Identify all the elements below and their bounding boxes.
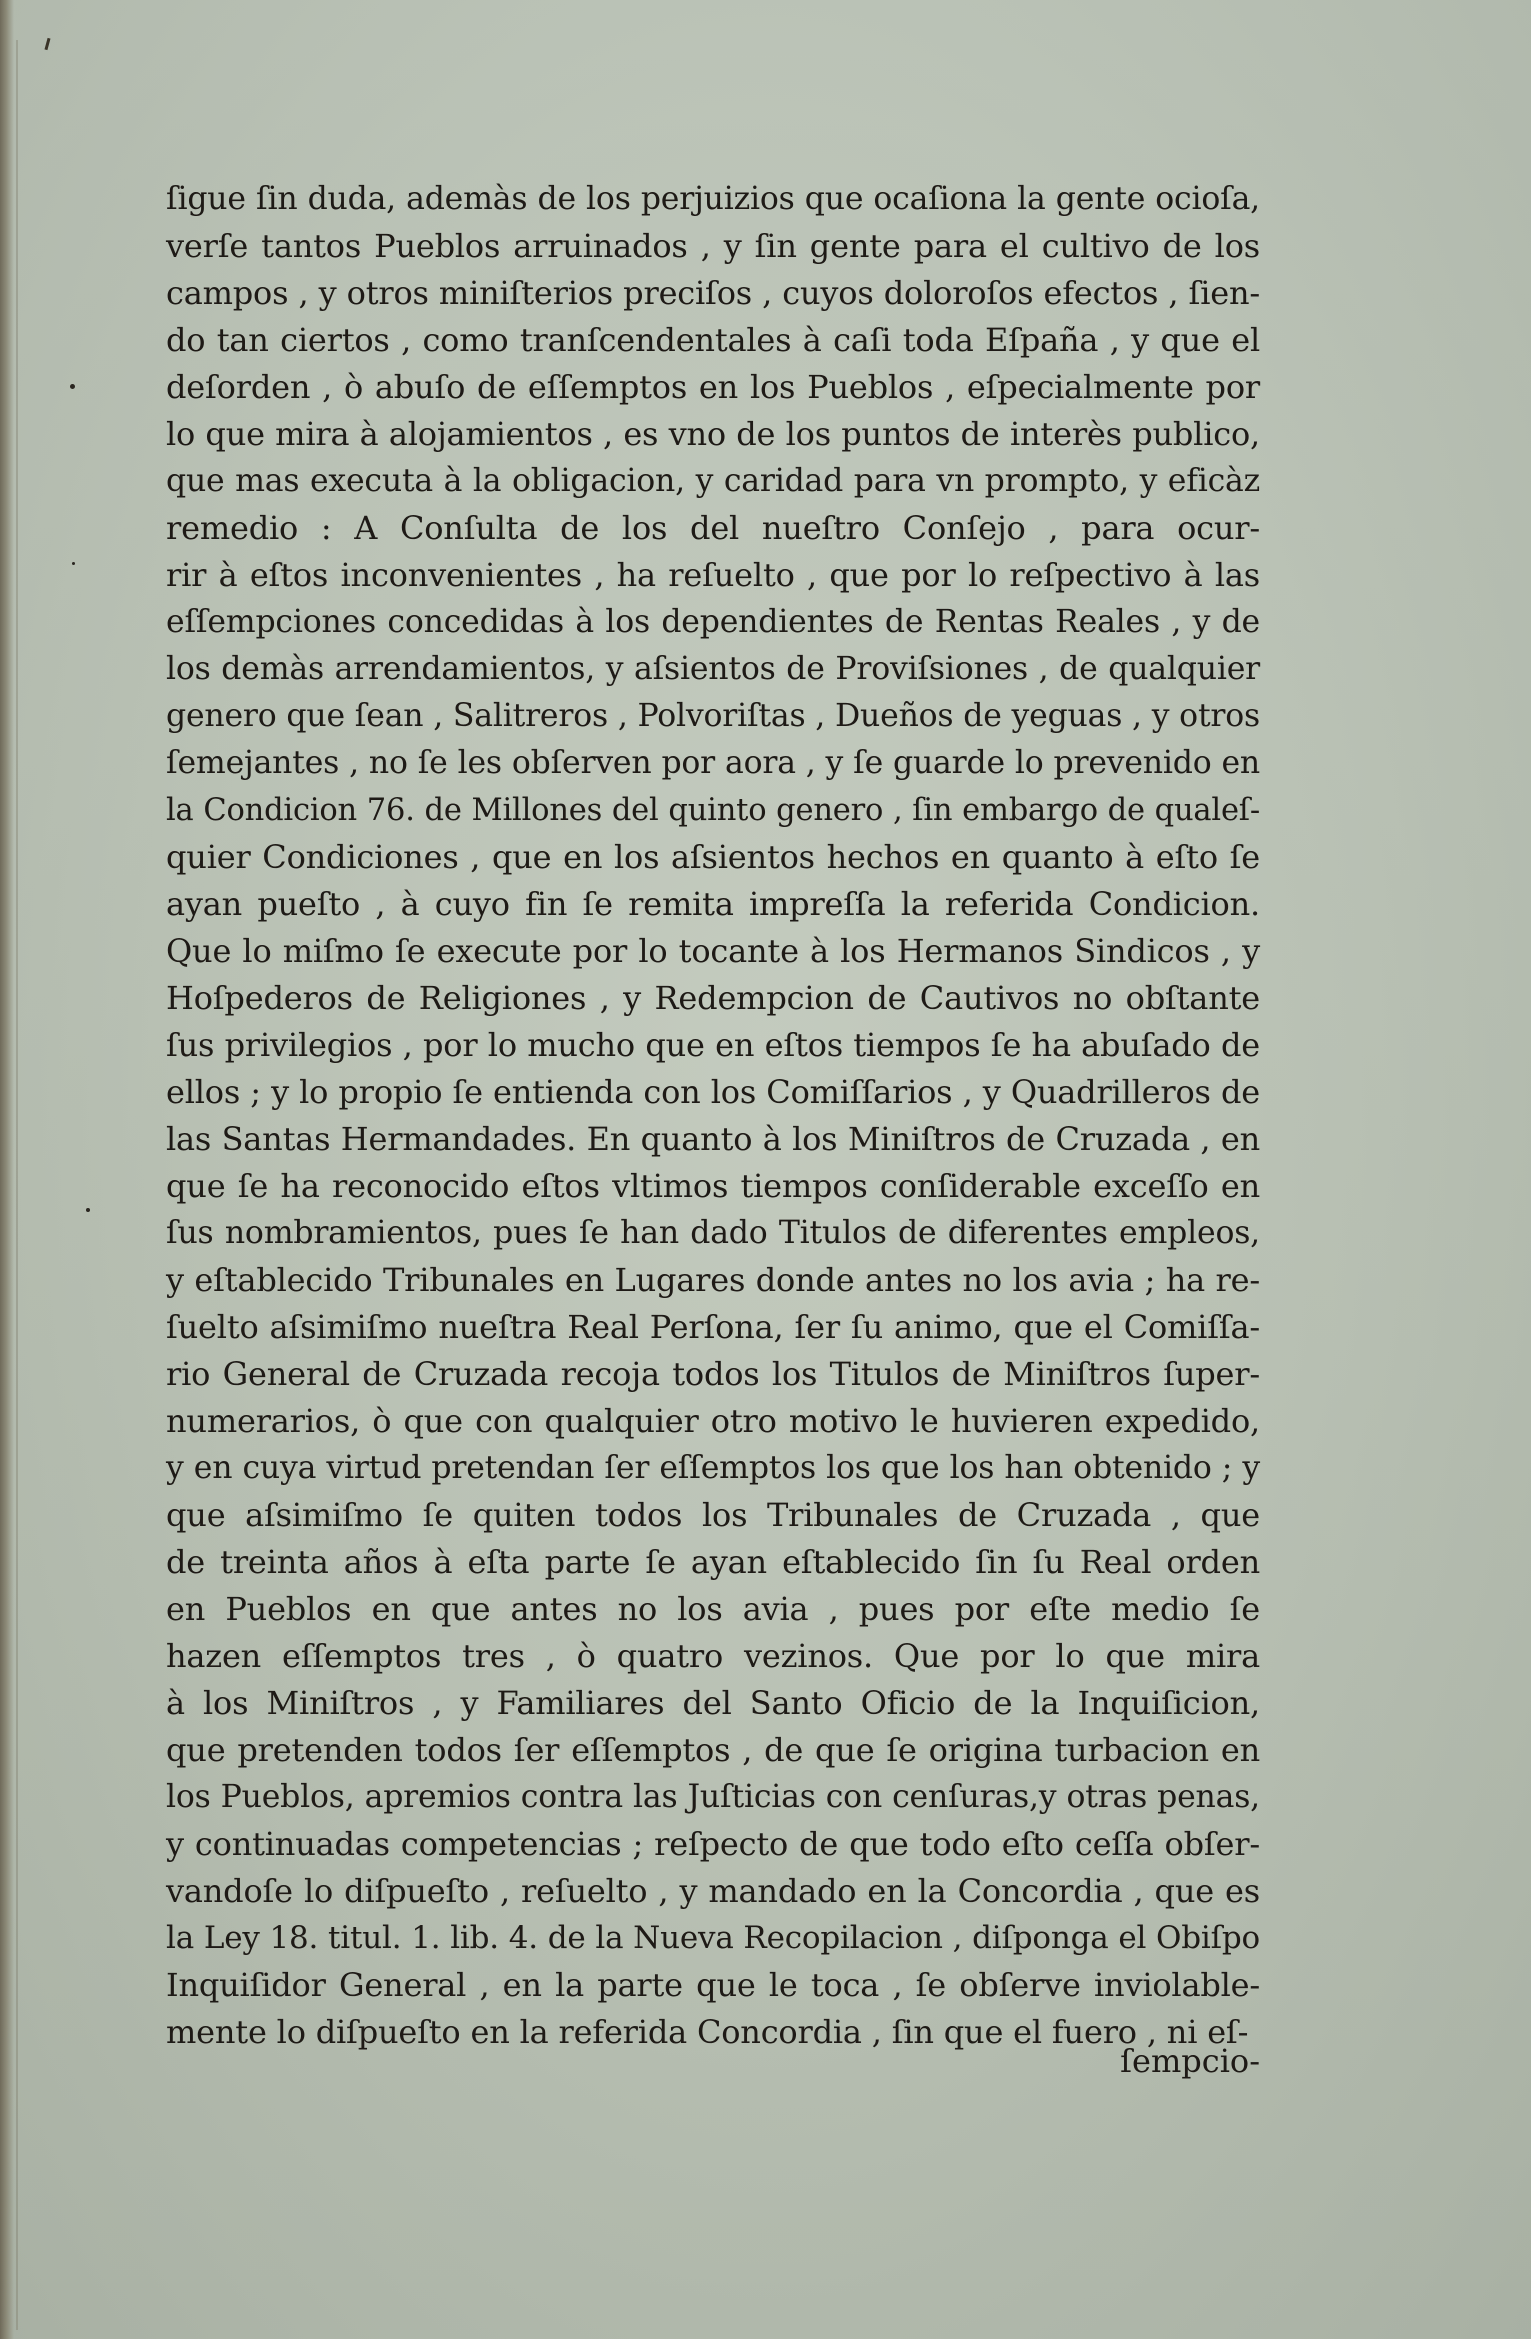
binding-crease (16, 40, 18, 2330)
text-line: remedio : A Conſulta de los del nueſtro Conſejo , para ocur- (166, 509, 1260, 547)
text-line: Inquiſidor General , en la parte que le toca , ſe obſerve inviolable- (166, 1966, 1260, 2004)
text-line: eſſempciones concedidas à los dependientes de Rentas Reales , y de (166, 604, 1260, 640)
text-line: ſemejantes , no ſe les obſerven por aora , y ſe guarde lo prevenido en (166, 745, 1260, 781)
text-line: ayan pueſto , à cuyo fin ſe remita impreſſa la referida Condicion. (166, 885, 1260, 923)
text-line: ſus privilegios , por lo mucho que en eſtos tiempos ſe ha abuſado de (166, 1026, 1260, 1064)
text-line: que mas executa à la obligacion, y caridad para vn prompto, y eficàz (166, 463, 1260, 499)
text-line: rir à eſtos inconvenientes , ha reſuelto , que por lo reſpectivo à las (166, 556, 1260, 594)
text-line: ſuelto aſsimiſmo nueſtra Real Perſona, ſer ſu animo, que el Comiſſa- (166, 1308, 1260, 1346)
text-line: y eſtablecido Tribunales en Lugares donde antes no los avia ; ha re- (166, 1261, 1260, 1299)
text-line: ſigue ſin duda, ademàs de los perjuizios que ocaſiona la gente ocioſa, (166, 181, 1260, 217)
text-line: à los Miniſtros , y Familiares del Santo Oficio de la Inquiſicion, (166, 1684, 1260, 1722)
body-text (166, 176, 1260, 2056)
binding-gutter (0, 0, 14, 2339)
text-line: numerarios, ò que con qualquier otro motivo le huvieren expedido, (166, 1402, 1260, 1440)
text-line: verſe tantos Pueblos arruinados , y ſin gente para el cultivo de los (166, 227, 1260, 265)
ink-speck (72, 562, 75, 565)
text-line: y en cuya virtud pretendan ſer eſſemptos los que los han obtenido ; y (166, 1450, 1260, 1486)
text-line: lo que mira à alojamientos , es vno de los puntos de interès publico, (166, 415, 1260, 453)
text-line: de treinta años à eſta parte ſe ayan eſtablecido ſin ſu Real orden (166, 1543, 1260, 1581)
text-line: la Condicion 76. de Millones del quinto genero , ſin embargo de qualeſ- (166, 793, 1260, 828)
text-line: vandoſe lo diſpueſto , reſuelto , y mandado en la Concordia , que es (166, 1872, 1260, 1910)
text-line: rio General de Cruzada recoja todos los Titulos de Miniſtros ſuper- (166, 1355, 1260, 1393)
catchword: ſempcio- (1120, 2042, 1260, 2080)
ink-mark (44, 38, 50, 50)
text-line: y continuadas competencias ; reſpecto de que todo eſto ceſſa obſer- (166, 1825, 1260, 1863)
text-line: ſus nombramientos, pues ſe han dado Titulos de diferentes empleos, (166, 1215, 1260, 1251)
text-line: quier Condiciones , que en los aſsientos hechos en quanto à eſto ſe (166, 838, 1260, 876)
ink-speck (70, 384, 75, 389)
text-line: ellos ; y lo propio ſe entienda con los Comiſſarios , y Quadrilleros de (166, 1073, 1260, 1111)
text-line: Hoſpederos de Religiones , y Redempcion de Cautivos no obſtante (166, 979, 1260, 1017)
text-line: campos , y otros miniſterios preciſos , cuyos doloroſos efectos , ſien- (166, 274, 1260, 312)
text-line: las Santas Hermandades. En quanto à los Miniſtros de Cruzada , en (166, 1120, 1260, 1158)
text-line: deſorden , ò abuſo de eſſemptos en los Pueblos , eſpecialmente por (166, 368, 1260, 406)
ink-speck (86, 1208, 90, 1212)
text-line: en Pueblos en que antes no los avia , pues por eſte medio ſe (166, 1590, 1260, 1628)
text-line: los demàs arrendamientos, y aſsientos de Proviſsiones , de qualquier (166, 651, 1260, 687)
text-line: que ſe ha reconocido eſtos vltimos tiempos conſiderable exceſſo en (166, 1167, 1260, 1205)
text-line: mente lo diſpueſto en la referida Concordia , ſin que el fuero , ni eſ- (166, 2013, 1249, 2051)
text-line: que pretenden todos ſer eſſemptos , de que ſe origina turbacion en (166, 1731, 1260, 1769)
text-line: hazen eſſemptos tres , ò quatro vezinos. Que por lo que mira (166, 1637, 1260, 1675)
text-line: genero que ſean , Salitreros , Polvoriſtas , Dueños de yeguas , y otros (166, 698, 1260, 734)
text-line: la Ley 18. titul. 1. lib. 4. de la Nueva Recopilacion , diſponga el Obiſpo (166, 1920, 1260, 1956)
text-line: que aſsimiſmo ſe quiten todos los Tribunales de Cruzada , que (166, 1496, 1260, 1534)
text-line: los Pueblos, apremios contra las Juſticias con cenſuras,y otras penas, (166, 1779, 1260, 1815)
text-line: Que lo miſmo ſe execute por lo tocante à los Hermanos Sindicos , y (166, 932, 1260, 970)
text-line: do tan ciertos , como tranſcendentales à caſi toda Eſpaña , y que el (166, 321, 1260, 359)
